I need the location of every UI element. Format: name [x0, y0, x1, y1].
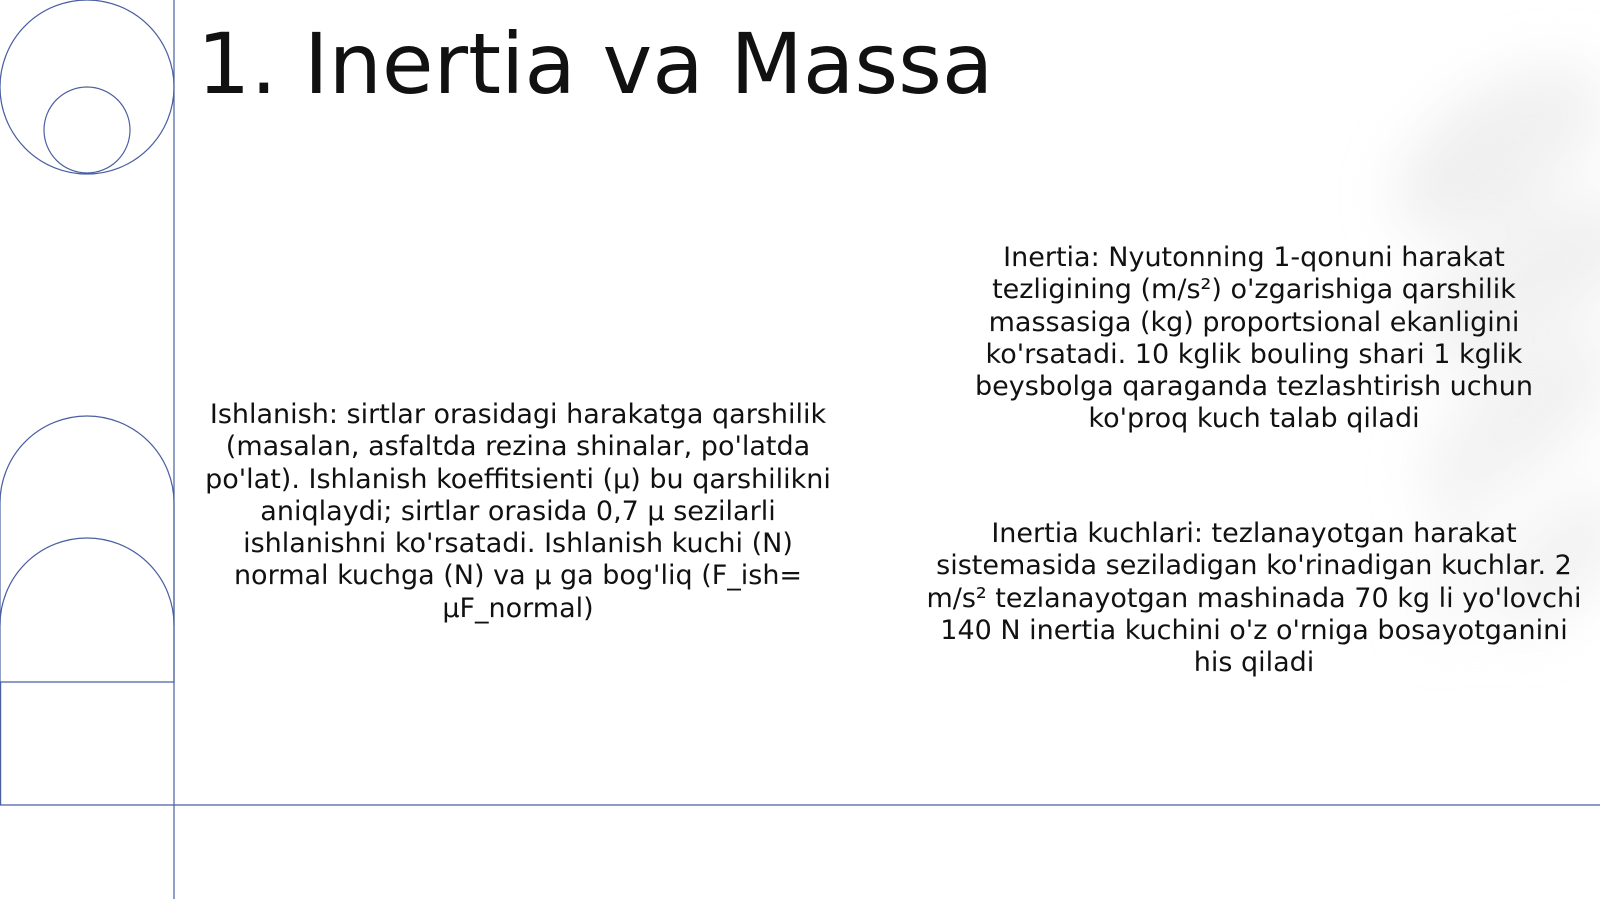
friction-paragraph: Ishlanish: sirtlar orasidagi harakatga qarshilik (masalan, asfaltda rezina shinalar, po'latda po'lat). Ishlanish koeffitsienti (μ) bu qarshilikni aniqlaydi; sirtlar orasida 0,7 μ sezilarli ishlanishni ko'rsatadi. Ishlanish kuchi (N) normal kuchga (N) va μ ga bog'liq (F_ish= μF_normal) — [205, 399, 831, 624]
inertia-forces-paragraph: Inertia kuchlari: tezlanayotgan harakat sistemasida seziladigan ko'rinadigan kuchlar. 2 m/s² tezlanayotgan mashinada 70 kg li yo'lovchi 140 N inertia kuchini o'z o'rniga bosayotganini his qiladi — [926, 518, 1582, 679]
small-circle-outline — [44, 87, 130, 173]
upper-arch-outline — [0, 416, 174, 682]
lower-arch-outline — [0, 538, 174, 625]
slide-title: 1. Inertia va Massa — [197, 15, 994, 113]
inertia-paragraph: Inertia: Nyutonning 1-qonuni harakat tezligining (m/s²) o'zgarishiga qarshilik massasiga (kg) proportsional ekanligini ko'rsatadi. 10 kglik bouling shari 1 kglik beysbolga qaraganda tezlashtirish uchun ko'proq kuch talab qiladi — [975, 242, 1533, 435]
